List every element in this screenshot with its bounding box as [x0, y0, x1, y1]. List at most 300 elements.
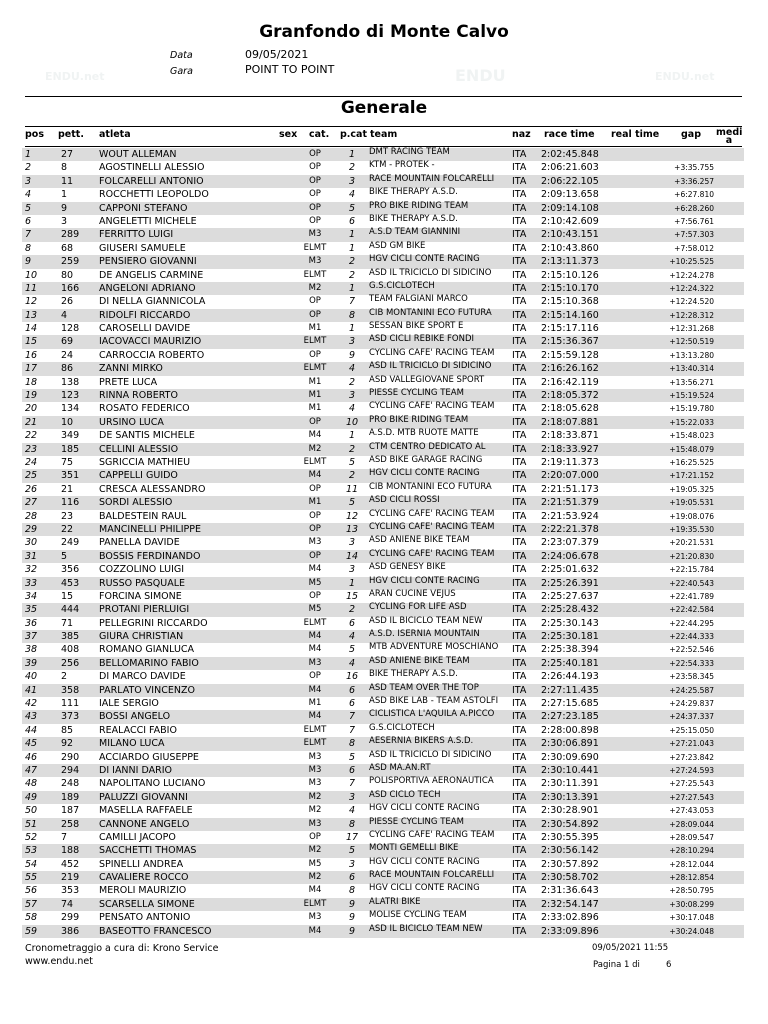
row-team: SESSAN BIKE SPORT E: [369, 321, 464, 332]
row-team: A.S.D TEAM GIANNINI: [369, 227, 461, 238]
row-bib: 386: [61, 925, 80, 937]
col-pos: pos: [25, 129, 44, 140]
row-race-time: 2:21:51.173: [541, 483, 599, 495]
row-team: PIESSE CYCLING TEAM: [369, 388, 464, 399]
row-bib: 453: [61, 577, 80, 589]
row-pos: 46: [25, 751, 38, 763]
row-bib: 299: [61, 912, 80, 924]
row-bib: 349: [61, 430, 80, 442]
row-category: OP: [309, 296, 321, 307]
row-pos: 55: [25, 872, 38, 884]
row-pos: 4: [25, 189, 32, 201]
row-pos: 32: [25, 564, 38, 576]
row-category-position: 2: [348, 376, 356, 388]
row-race-time: 2:33:09.896: [541, 925, 599, 937]
row-category: OP: [309, 175, 321, 186]
row-nation: ITA: [512, 456, 527, 468]
row-team: CYCLING CAFE' RACING TEAM: [369, 548, 495, 559]
row-team: ASD MA.AN.RT: [369, 762, 431, 773]
row-race-time: 2:30:09.690: [541, 751, 599, 763]
row-category-position: 8: [348, 818, 356, 830]
row-gap: +28:12.044: [669, 859, 714, 869]
row-pos: 42: [25, 698, 38, 710]
row-category: ELMT: [303, 738, 327, 749]
col-cat: cat.: [309, 129, 330, 140]
row-pos: 25: [25, 470, 38, 482]
row-team: ASD ANIENE BIKE TEAM: [369, 655, 470, 666]
row-nation: ITA: [512, 149, 527, 160]
row-category-position: 1: [348, 229, 356, 241]
row-category: M2: [308, 805, 322, 816]
row-gap: +12:28.312: [669, 310, 714, 320]
row-athlete: BELLOMARINO FABIO: [99, 657, 199, 669]
row-gap: +13:56.271: [669, 377, 714, 387]
row-category-position: 13: [345, 523, 359, 535]
row-pos: 8: [25, 242, 32, 254]
row-category-position: 7: [348, 778, 356, 790]
race-value: POINT TO POINT: [245, 63, 335, 76]
row-pos: 52: [25, 831, 38, 843]
timing-credit: Cronometraggio a cura di: Krono Service: [25, 943, 219, 954]
row-category-position: 6: [348, 215, 356, 227]
row-nation: ITA: [512, 818, 527, 830]
row-athlete: FORCINA SIMONE: [99, 590, 182, 602]
website-link[interactable]: www.endu.net: [25, 956, 93, 967]
row-category: M4: [308, 684, 322, 695]
row-category: ELMT: [303, 242, 327, 253]
row-team: CYCLING CAFE' RACING TEAM: [369, 347, 495, 358]
row-race-time: 2:15:10.126: [541, 269, 599, 281]
row-team: PIESSE CYCLING TEAM: [369, 816, 464, 827]
row-gap: +19:08.076: [669, 511, 714, 521]
row-pos: 36: [25, 617, 38, 629]
row-gap: +13:13.280: [669, 350, 714, 360]
row-gap: +22:15.784: [669, 565, 714, 575]
row-gap: +24:37.337: [669, 712, 714, 722]
row-gap: +7:58.012: [674, 243, 714, 253]
row-category-position: 2: [348, 443, 356, 455]
row-category-position: 3: [348, 564, 356, 576]
row-category: OP: [309, 550, 321, 561]
row-category: ELMT: [303, 363, 327, 374]
row-bib: 71: [61, 617, 74, 629]
row-race-time: 2:19:11.373: [541, 456, 599, 468]
row-pos: 28: [25, 510, 38, 522]
row-nation: ITA: [512, 537, 527, 549]
row-category: OP: [309, 309, 321, 320]
row-nation: ITA: [512, 684, 527, 696]
page-total: 6: [666, 960, 672, 970]
row-team: CIB MONTANINI ECO FUTURA: [369, 481, 492, 492]
row-team: CYCLING CAFE' RACING TEAM: [369, 829, 495, 840]
row-gap: +27:24.593: [669, 765, 714, 775]
row-category: M4: [308, 631, 322, 642]
row-athlete: DI IANNI DARIO: [99, 764, 172, 776]
col-media: medi a: [716, 127, 743, 146]
row-team: MONTI GEMELLI BIKE: [369, 843, 459, 854]
row-race-time: 2:09:14.108: [541, 202, 599, 214]
row-bib: 111: [61, 698, 80, 710]
row-gap: +24:25.587: [669, 685, 714, 695]
row-category: OP: [309, 510, 321, 521]
row-bib: 289: [61, 229, 80, 241]
col-naz: naz: [512, 129, 531, 140]
row-category: OP: [309, 202, 321, 213]
row-team: ASD TEAM OVER THE TOP: [369, 682, 479, 693]
row-team: ASD IL TRICICLO DI SIDICINO: [369, 361, 492, 372]
row-gap: +12:24.322: [669, 283, 714, 293]
row-category-position: 6: [348, 617, 356, 629]
row-bib: 68: [61, 242, 74, 254]
row-nation: ITA: [512, 604, 527, 616]
row-race-time: 2:30:28.901: [541, 805, 599, 817]
row-gap: +21:20.830: [669, 551, 714, 561]
row-category-position: 1: [348, 282, 356, 294]
row-bib: 166: [61, 282, 80, 294]
row-bib: 188: [61, 845, 80, 857]
row-category-position: 6: [348, 684, 356, 696]
row-category: M3: [308, 778, 322, 789]
row-category-position: 16: [345, 671, 359, 683]
row-nation: ITA: [512, 229, 527, 241]
row-category-position: 4: [348, 657, 356, 669]
row-athlete: ANGELONI ADRIANO: [99, 282, 196, 294]
row-gap: +22:41.789: [669, 591, 714, 601]
row-gap: +6:28.260: [674, 203, 714, 213]
row-nation: ITA: [512, 577, 527, 589]
row-gap: +15:48.023: [669, 431, 714, 441]
row-nation: ITA: [512, 617, 527, 629]
row-nation: ITA: [512, 751, 527, 763]
row-nation: ITA: [512, 282, 527, 294]
row-athlete: PENSATO ANTONIO: [99, 912, 191, 924]
row-bib: 75: [61, 456, 74, 468]
row-nation: ITA: [512, 256, 527, 268]
row-pos: 9: [25, 256, 32, 268]
row-bib: 123: [61, 390, 80, 402]
row-nation: ITA: [512, 416, 527, 428]
row-category: M3: [308, 229, 322, 240]
row-race-time: 2:18:05.628: [541, 403, 599, 415]
row-pos: 1: [25, 149, 32, 160]
row-gap: +13:40.314: [669, 364, 714, 374]
row-nation: ITA: [512, 523, 527, 535]
row-athlete: SCARSELLA SIMONE: [99, 898, 195, 910]
row-category-position: 5: [348, 751, 356, 763]
row-athlete: GIUSERI SAMUELE: [99, 242, 186, 254]
row-category-position: 7: [348, 296, 356, 308]
row-gap: +22:54.333: [669, 658, 714, 668]
row-bib: 353: [61, 885, 80, 897]
row-gap: +19:35.530: [669, 524, 714, 534]
row-bib: 1: [61, 189, 68, 201]
row-nation: ITA: [512, 657, 527, 669]
row-gap: +10:25.525: [669, 257, 714, 267]
row-nation: ITA: [512, 590, 527, 602]
row-bib: 15: [61, 590, 74, 602]
row-nation: ITA: [512, 805, 527, 817]
row-category-position: 1: [348, 242, 356, 254]
row-gap: +6:27.810: [674, 190, 714, 200]
row-category-position: 4: [348, 403, 356, 415]
row-gap: +28:50.795: [669, 886, 714, 896]
col-atleta: atleta: [99, 129, 131, 140]
row-bib: 4: [61, 309, 68, 321]
row-category-position: 8: [348, 309, 356, 321]
row-category: M3: [308, 818, 322, 829]
row-category: M3: [308, 751, 322, 762]
date-value: 09/05/2021: [245, 48, 309, 61]
row-bib: 24: [61, 349, 74, 361]
row-race-time: 2:06:22.105: [541, 175, 599, 187]
row-category-position: 11: [345, 483, 359, 495]
row-bib: 249: [61, 537, 80, 549]
table-header: [0, 128, 768, 146]
row-team: HGV CICLI CONTE RACING: [369, 803, 480, 814]
row-race-time: 2:10:43.860: [541, 242, 599, 254]
row-category: OP: [309, 831, 321, 842]
row-category-position: 5: [348, 845, 356, 857]
row-team: ASD VALLEGIOVANE SPORT: [369, 374, 485, 385]
row-race-time: 2:30:13.391: [541, 791, 599, 803]
row-race-time: 2:25:30.181: [541, 631, 599, 643]
row-category: M3: [308, 657, 322, 668]
row-team: ARAN CUCINE VEJUS: [369, 588, 456, 599]
row-category-position: 4: [348, 189, 356, 201]
row-race-time: 2:30:55.395: [541, 831, 599, 843]
row-category: OP: [309, 590, 321, 601]
row-pos: 59: [25, 925, 38, 937]
row-race-time: 2:18:33.871: [541, 430, 599, 442]
row-nation: ITA: [512, 443, 527, 455]
row-race-time: 2:25:26.391: [541, 577, 599, 589]
row-bib: 256: [61, 657, 80, 669]
row-athlete: CELLINI ALESSIO: [99, 443, 179, 455]
row-pos: 15: [25, 336, 38, 348]
row-category: OP: [309, 162, 321, 173]
row-category-position: 1: [348, 577, 356, 589]
row-athlete: CARROCCIA ROBERTO: [99, 349, 205, 361]
row-gap: +7:56.761: [674, 216, 714, 226]
row-gap: +27:25.543: [669, 779, 714, 789]
row-team: PRO BIKE RIDING TEAM: [369, 414, 469, 425]
row-team: ASD IL TRICICLO DI SIDICINO: [369, 267, 492, 278]
row-race-time: 2:21:53.924: [541, 510, 599, 522]
date-label: Data: [170, 50, 193, 61]
row-category-position: 1: [348, 323, 356, 335]
row-category-position: 1: [348, 430, 356, 442]
row-category-position: 5: [348, 497, 356, 509]
row-category-position: 2: [348, 604, 356, 616]
row-category-position: 9: [348, 925, 356, 937]
row-race-time: 2:18:07.881: [541, 416, 599, 428]
row-team: AESERNIA BIKERS A.S.D.: [369, 736, 474, 747]
endu-watermark: ENDU.net: [655, 70, 715, 83]
print-timestamp: 09/05/2021 11:55: [592, 943, 669, 953]
row-pos: 2: [25, 162, 32, 174]
row-bib: 134: [61, 403, 80, 415]
row-nation: ITA: [512, 778, 527, 790]
row-athlete: MANCINELLI PHILIPPE: [99, 523, 201, 535]
row-nation: ITA: [512, 564, 527, 576]
row-pos: 45: [25, 738, 38, 750]
row-pos: 5: [25, 202, 32, 214]
row-bib: 356: [61, 564, 80, 576]
row-bib: 80: [61, 269, 74, 281]
row-category: M1: [308, 403, 322, 414]
row-pos: 22: [25, 430, 38, 442]
row-category-position: 6: [348, 872, 356, 884]
row-category-position: 5: [348, 644, 356, 656]
row-gap: +12:31.268: [669, 324, 714, 334]
row-category-position: 3: [348, 858, 356, 870]
row-athlete: MASELLA RAFFAELE: [99, 805, 193, 817]
row-pos: 54: [25, 858, 38, 870]
row-gap: +15:48.079: [669, 444, 714, 454]
row-team: CYCLING CAFE' RACING TEAM: [369, 401, 495, 412]
col-sex: sex: [279, 129, 298, 140]
row-category: M2: [308, 443, 322, 454]
row-race-time: 2:10:42.609: [541, 215, 599, 227]
row-team: CIB MONTANINI ECO FUTURA: [369, 307, 492, 318]
row-pos: 18: [25, 376, 38, 388]
row-athlete: DI MARCO DAVIDE: [99, 671, 186, 683]
row-bib: 185: [61, 443, 80, 455]
row-pos: 29: [25, 523, 38, 535]
row-category: M1: [308, 698, 322, 709]
row-team: A.S.D. MTB RUOTE MATTE: [369, 428, 479, 439]
row-gap: +28:09.547: [669, 832, 714, 842]
row-athlete: MILANO LUCA: [99, 738, 165, 750]
row-category: M2: [308, 282, 322, 293]
row-race-time: 2:25:27.637: [541, 590, 599, 602]
row-pos: 21: [25, 416, 38, 428]
row-team: ASD IL TRICICLO DI SIDICINO: [369, 749, 492, 760]
row-category-position: 9: [348, 349, 356, 361]
row-category: M1: [308, 497, 322, 508]
row-team: ASD BIKE LAB - TEAM ASTOLFI: [369, 696, 499, 707]
row-nation: ITA: [512, 724, 527, 736]
row-bib: 294: [61, 764, 80, 776]
row-athlete: MEROLI MAURIZIO: [99, 885, 187, 897]
row-race-time: 2:25:28.432: [541, 604, 599, 616]
row-category-position: 6: [348, 698, 356, 710]
row-gap: +24:29.837: [669, 699, 714, 709]
row-race-time: 2:30:58.702: [541, 872, 599, 884]
row-gap: +12:50.519: [669, 337, 714, 347]
row-bib: 26: [61, 296, 74, 308]
row-nation: ITA: [512, 363, 527, 375]
col-real-time: real time: [611, 129, 660, 140]
row-athlete: PARLATO VINCENZO: [99, 684, 195, 696]
row-category-position: 3: [348, 175, 356, 187]
row-athlete: COZZOLINO LUIGI: [99, 564, 185, 576]
row-team: ASD CICLO TECH: [369, 789, 441, 800]
row-category-position: 3: [348, 390, 356, 402]
col-gap: gap: [681, 129, 702, 140]
row-bib: 219: [61, 872, 80, 884]
section-title: Generale: [340, 98, 428, 118]
row-race-time: 2:22:21.378: [541, 523, 599, 535]
row-pos: 7: [25, 229, 32, 241]
row-nation: ITA: [512, 269, 527, 281]
row-category: ELMT: [303, 269, 327, 280]
row-athlete: NAPOLITANO LUCIANO: [99, 778, 206, 790]
row-race-time: 2:16:26.162: [541, 363, 599, 375]
row-athlete: SGRICCIA MATHIEU: [99, 456, 191, 468]
row-team: ASD BIKE GARAGE RACING: [369, 454, 483, 465]
row-race-time: 2:30:06.891: [541, 738, 599, 750]
row-athlete: FOLCARELLI ANTONIO: [99, 175, 204, 187]
row-race-time: 2:26:44.193: [541, 671, 599, 683]
row-pos: 56: [25, 885, 38, 897]
row-pos: 10: [25, 269, 38, 281]
row-pos: 47: [25, 764, 38, 776]
row-athlete: PALUZZI GIOVANNI: [99, 791, 188, 803]
row-pos: 24: [25, 456, 38, 468]
row-bib: 7: [61, 831, 68, 843]
row-nation: ITA: [512, 162, 527, 174]
row-nation: ITA: [512, 510, 527, 522]
row-bib: 10: [61, 416, 74, 428]
row-bib: 3: [61, 215, 68, 227]
row-team: ASD IL BICICLO TEAM NEW: [369, 923, 483, 934]
row-category-position: 10: [345, 416, 359, 428]
row-gap: +27:27.543: [669, 792, 714, 802]
row-category: OP: [309, 523, 321, 534]
row-category: M1: [308, 376, 322, 387]
row-athlete: PENSIERO GIOVANNI: [99, 256, 197, 268]
row-nation: ITA: [512, 831, 527, 843]
row-team: CYCLING CAFE' RACING TEAM: [369, 521, 495, 532]
row-pos: 19: [25, 390, 38, 402]
row-nation: ITA: [512, 738, 527, 750]
row-athlete: CAPPELLI GUIDO: [99, 470, 178, 482]
row-nation: ITA: [512, 309, 527, 321]
row-team: PRO BIKE RIDING TEAM: [369, 200, 469, 211]
row-nation: ITA: [512, 764, 527, 776]
row-category-position: 3: [348, 791, 356, 803]
row-gap: +27:23.842: [669, 752, 714, 762]
row-race-time: 2:15:17.116: [541, 323, 599, 335]
row-race-time: 2:02:45.848: [541, 149, 599, 160]
row-athlete: SACCHETTI THOMAS: [99, 845, 197, 857]
row-pos: 3: [25, 175, 32, 187]
row-team: BIKE THERAPY A.S.D.: [369, 187, 458, 198]
row-category-position: 17: [345, 831, 359, 843]
row-nation: ITA: [512, 376, 527, 388]
col-race-time: race time: [544, 129, 595, 140]
row-gap: +7:57.303: [674, 230, 714, 240]
row-pos: 6: [25, 215, 32, 227]
row-team: HGV CICLI CONTE RACING: [369, 575, 480, 586]
row-athlete: ANGELETTI MICHELE: [99, 215, 197, 227]
row-bib: 373: [61, 711, 80, 723]
row-category: M2: [308, 872, 322, 883]
row-nation: ITA: [512, 483, 527, 495]
results-table: [0, 148, 768, 938]
row-team: G.S.CICLOTECH: [369, 722, 435, 733]
row-category-position: 14: [345, 550, 359, 562]
row-pos: 51: [25, 818, 38, 830]
row-team: A.S.D. ISERNIA MOUNTAIN: [369, 629, 480, 640]
row-athlete: BOSSI ANGELO: [99, 711, 171, 723]
row-gap: +19:05.531: [669, 498, 714, 508]
row-nation: ITA: [512, 242, 527, 254]
row-gap: +3:36.257: [674, 176, 714, 186]
divider: [25, 126, 742, 127]
row-nation: ITA: [512, 497, 527, 509]
